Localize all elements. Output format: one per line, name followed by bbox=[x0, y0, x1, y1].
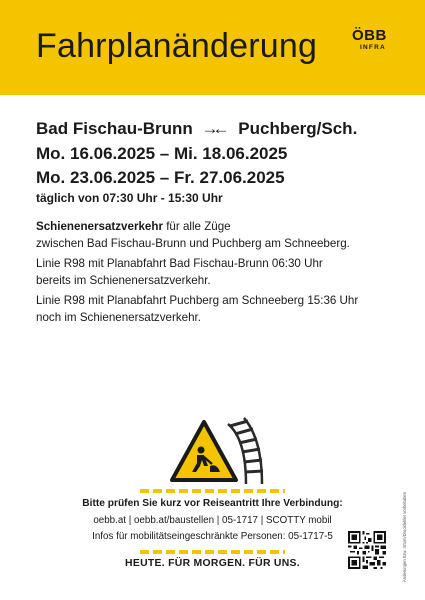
paragraph-rail-replacement bbox=[36, 219, 396, 252]
construction-worker-warning-icon bbox=[170, 414, 266, 486]
oebb-infra-logo bbox=[352, 28, 396, 58]
route-from: Bad Fischau-Brunn bbox=[36, 119, 193, 138]
rail-replacement-line2: zwischen Bad Fischau-Brunn und Puchberg am Schneeberg. bbox=[36, 236, 350, 250]
date-range-1: Mo. 16.06.2025 – Mi. 18.06.2025 bbox=[36, 144, 288, 163]
logo-sub-text: INFRA bbox=[360, 44, 386, 51]
slogan: HEUTE. FÜR MORGEN. FÜR UNS. bbox=[125, 558, 300, 569]
afternoon-train-line1: Linie R98 mit Planabfahrt Puchberg am Schneeberg 15:36 Uhr bbox=[36, 294, 359, 307]
divider-stripe-bottom bbox=[140, 550, 285, 554]
notice-body bbox=[36, 219, 396, 330]
disclaimer-sidenote bbox=[402, 462, 410, 582]
qr-code-icon bbox=[348, 531, 386, 569]
check-connection-text: Bitte prüfen Sie kurz vor Reiseantritt Ihre Verbindung: bbox=[82, 498, 343, 509]
rail-replacement-label: Schienenersatzverkehr bbox=[36, 220, 163, 233]
bidirectional-arrow-icon: →← bbox=[201, 119, 224, 138]
route-to: Puchberg/Sch. bbox=[238, 119, 358, 138]
paragraph-morning-train bbox=[36, 256, 396, 289]
morning-train-line2: bereits im Schienenersatzverkehr. bbox=[36, 273, 211, 287]
page-title: Fahrplanänderung bbox=[36, 27, 318, 65]
morning-train-line1: Linie R98 mit Planabfahrt Bad Fischau-Brunn 06:30 Uhr bbox=[36, 257, 323, 270]
daily-hours: täglich von 07:30 Uhr - 15:30 Uhr bbox=[36, 191, 223, 205]
rail-replacement-rest: für alle Züge bbox=[162, 220, 231, 233]
divider-stripe-top bbox=[140, 489, 285, 493]
contact-info: oebb.at | oebb.at/baustellen | 05-1717 | SCOTTY mobil bbox=[93, 515, 332, 526]
afternoon-train-line2: noch im Schienenersatzverkehr. bbox=[36, 310, 201, 324]
date-range-2: Mo. 23.06.2025 – Fr. 27.06.2025 bbox=[36, 168, 285, 187]
disclaimer-text: Änderungen bzw. Irrtum/Druckfehler vorbehalten bbox=[402, 491, 407, 582]
header-banner bbox=[0, 0, 425, 95]
logo-main-text: ÖBB bbox=[352, 27, 387, 44]
route-heading bbox=[36, 118, 357, 140]
accessibility-info: Infos für mobilitätseingeschränkte Personen: 05-1717-5 bbox=[92, 531, 333, 542]
paragraph-afternoon-train bbox=[36, 293, 396, 326]
